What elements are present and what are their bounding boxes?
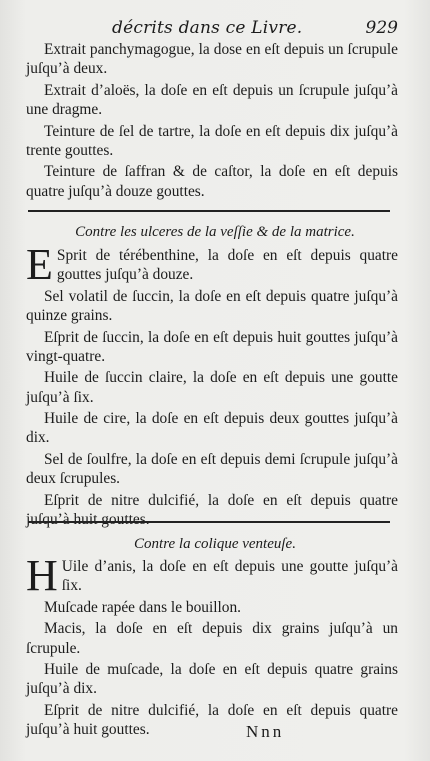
section-divider (28, 521, 390, 523)
running-title: décrits dans ce Livre. (112, 18, 303, 38)
remedy-paragraph: Sel volatil de ſuccin, la doſe en eſt depuis quatre juſqu’à quinze grains. (26, 287, 398, 324)
remedy-paragraph: Muſcade rapée dans le bouillon. (44, 598, 242, 616)
remedy-paragraph: Sel de ſoulfre, la doſe en eſt depuis demi ſcrupule juſqu’à deux ſcrupules. (26, 450, 398, 488)
signature-mark: Nnn (246, 722, 285, 741)
remedy-paragraph: Huile de ſuccin claire, la doſe en eſt depuis une goutte juſqu’à ſix. (26, 369, 398, 406)
drop-cap: H (26, 551, 58, 600)
page-header (0, 18, 430, 40)
drop-cap: E (26, 240, 53, 289)
intro-remedies-block (26, 40, 398, 203)
section-title-colique: Contre la colique venteuſe. (134, 536, 296, 552)
remedy-paragraph: Huile de muſcade, la doſe en eſt depuis quatre grains juſqu’à dix. (26, 661, 398, 698)
page-footer (0, 722, 430, 746)
remedy-paragraph: Eſprit de ſuccin, la doſe en eſt depuis huit gouttes juſqu’à vingt-quatre. (26, 328, 398, 365)
section-divider (28, 210, 390, 212)
page-number: 929 (365, 18, 398, 38)
remedy-paragraph: Extrait d’aloës, la doſe en eſt depuis un ſcrupule juſqu’à une dragme. (26, 81, 398, 118)
remedy-paragraph: Huile de cire, la doſe en eſt depuis deux gouttes juſqu’à dix. (26, 410, 398, 447)
colique-remedies-block (26, 551, 398, 742)
section-title-ulceres: Contre les ulceres de la veſſie & de la matrice. (75, 224, 355, 240)
remedy-paragraph: Teinture de ſaffran & de caſtor, la doſe en eſt depuis quatre juſqu’à douze gouttes. (26, 163, 398, 200)
remedy-paragraph: Extrait panchymagogue, la dose en eſt depuis un ſcrupule juſqu’à deux. (26, 41, 398, 78)
remedy-paragraph: Teinture de ſel de tartre, la doſe en eſt depuis dix juſqu’à trente gouttes. (26, 122, 398, 159)
remedy-paragraph: Eſprit de nitre dulcifié, la doſe en eſt depuis quatre juſqu’à huit gouttes. (26, 491, 398, 528)
remedy-paragraph-first (26, 551, 398, 600)
remedy-paragraph: Macis, la doſe en eſt depuis dix grains juſqu’à un ſcrupule. (26, 620, 398, 657)
first-paragraph-text: Sprit de térébenthine, la doſe en eſt depuis quatre gouttes juſqu’à douze. (56, 247, 398, 284)
first-paragraph-text: Uile d’anis, la doſe en eſt depuis une goutte juſqu’à ſix. (61, 558, 398, 595)
remedy-paragraph-first (26, 240, 398, 289)
remedy-paragraph: Eſprit de nitre dulcifié, la doſe en eſt depuis quatre juſqu’à huit gouttes. (26, 701, 398, 739)
ulceres-remedies-block (26, 240, 398, 532)
